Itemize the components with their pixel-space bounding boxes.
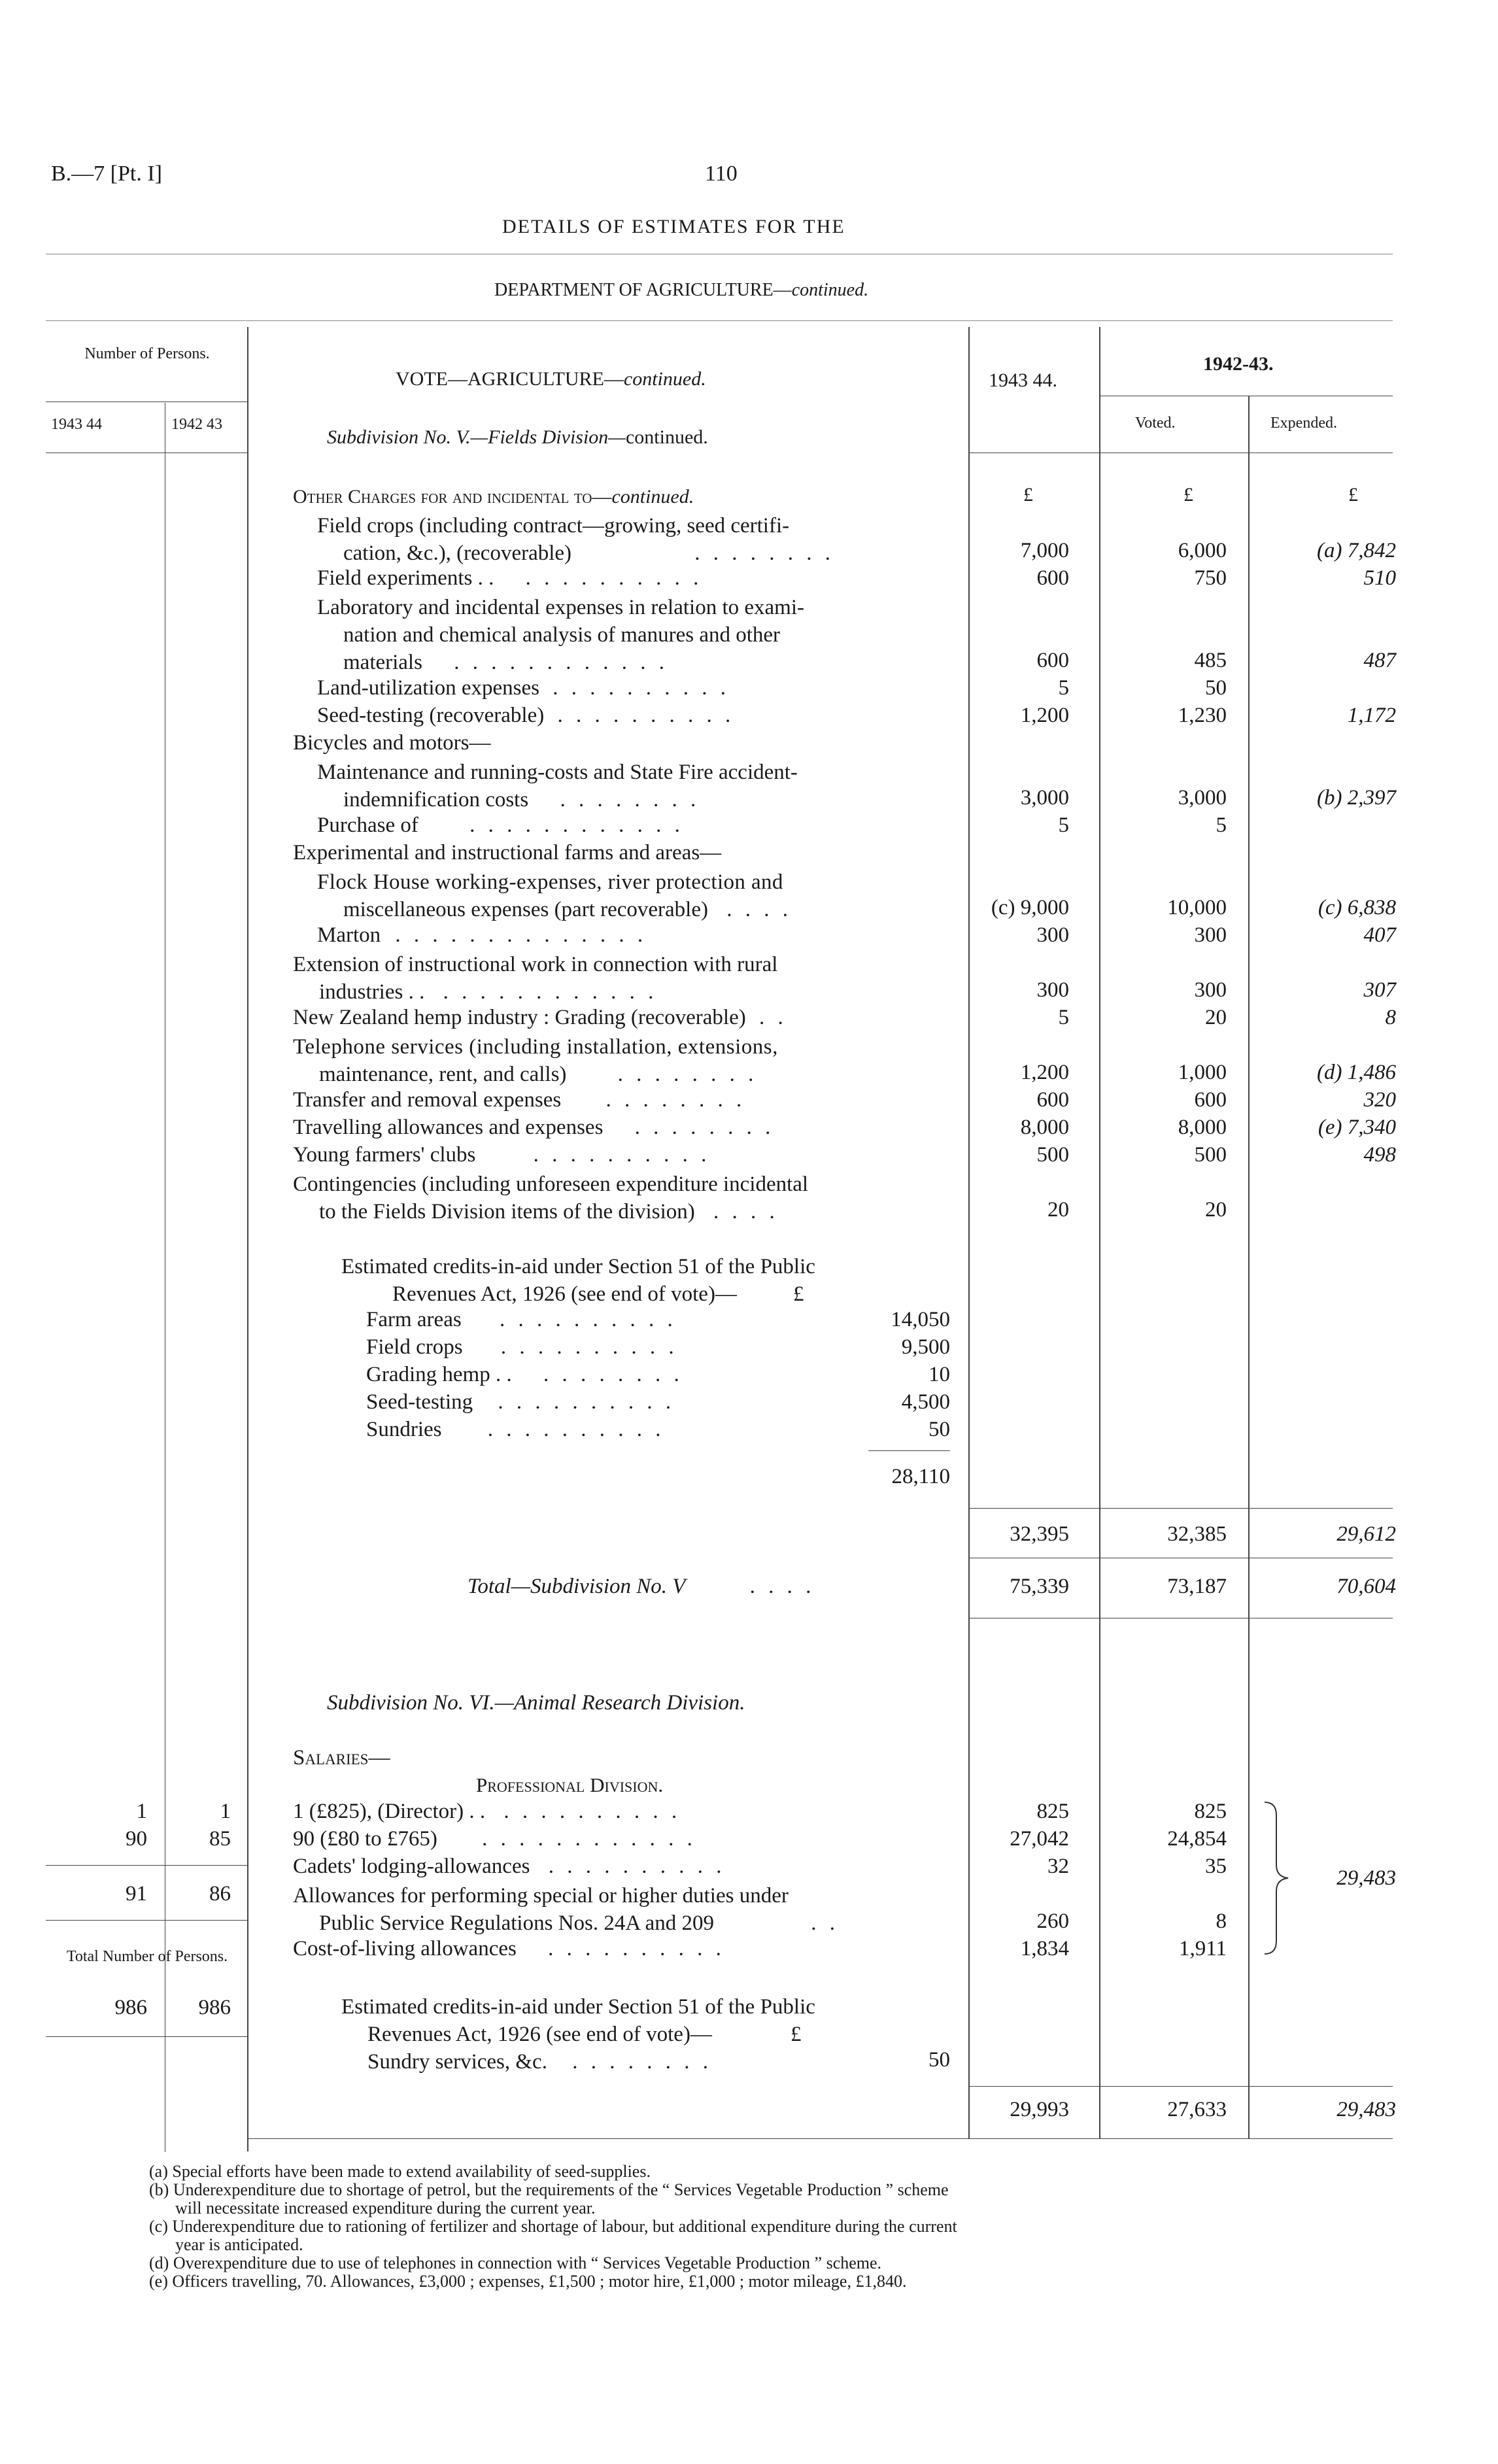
voted-cell: 5 (1216, 813, 1227, 837)
voted-left-divider (1099, 327, 1100, 2138)
expended-cell: 510 (1363, 566, 1396, 590)
expended-left-divider (1248, 396, 1250, 2138)
line-item-hemp: New Zealand hemp industry : Grading (recoverable) . . (293, 1006, 787, 1029)
persons-43: 90 (126, 1827, 147, 1851)
vote-name: VOTE—AGRICULTURE— (396, 368, 624, 390)
voted-cell: 8,000 (1178, 1116, 1227, 1139)
credits-in-aid-vi: Estimated credits-in-aid under Section 51 of the Public Revenues Act, 1926 (see end of vote)— £ Sundry services, &c. . . . . . . . . (341, 1995, 815, 2074)
estimate-cell: 1,200 (1020, 704, 1069, 727)
voted-header: Voted. (1135, 415, 1176, 432)
item-text: Field crops (including contract—growing, seed certifi- (317, 514, 790, 538)
vote-continued: continued. (623, 368, 706, 390)
persons-sum-rule (46, 1865, 247, 1866)
line-item-seed-testing: Seed-testing (recoverable) . . . . . . . . . . (317, 704, 735, 727)
subdivision-v-title (327, 426, 708, 449)
voted-cell: 20 (1205, 1198, 1227, 1222)
voted-cell: 20 (1205, 1006, 1227, 1029)
footnote-e: (e) Officers travelling, 70. Allowances, £3,000 ; expenses, £1,500 ; motor hire, £1,000 ; motor mileage, £1,840. (149, 2272, 907, 2291)
voted-cell: 1,911 (1178, 1937, 1227, 1960)
salary-item-cadets: Cadets' lodging-allowances . . . . . . . . . . (293, 1855, 726, 1878)
persons-42: 85 (209, 1827, 231, 1851)
persons-42: 1 (220, 1800, 231, 1823)
salary-item-cost-of-living: Cost-of-living allowances . . . . . . . . . . (293, 1937, 725, 1960)
line-item-extension: Extension of instructional work in connection with rural industries . . . . . . . . . . . . . . (293, 953, 778, 1004)
estimate-cell: 8,000 (1020, 1116, 1069, 1139)
item-text: cation, &c.), (recoverable) . . . . . . . . (343, 541, 835, 565)
pound-sign-voted: £ (1183, 484, 1193, 505)
salaries-heading: Salaries— (293, 1746, 390, 1770)
salaries-expended: 29,483 (1336, 1866, 1396, 1890)
line-item-contingencies: Contingencies (including unforeseen expenditure incidental to the Fields Division items of the division) . . . . (293, 1172, 809, 1223)
estimate-cell: 27,042 (1010, 1827, 1069, 1851)
voted-cell: 8 (1216, 1909, 1227, 1933)
total-persons-rule (46, 2036, 247, 2037)
estimate-cell: 5 (1058, 1006, 1069, 1029)
credit-amount: 14,050 (891, 1308, 950, 1331)
estimate-year-header: 1943 44. (989, 369, 1057, 391)
subdivision-v-name: Subdivision No. V.—Fields Division— (327, 426, 626, 448)
line-item-field-crops (317, 512, 834, 567)
total-persons-label: Total Number of Persons. (66, 1948, 228, 1965)
expended-cell: 1,172 (1347, 704, 1396, 727)
voted-cell: 35 (1205, 1855, 1227, 1878)
line-item-telephone: Telephone services (including installation, extensions, maintenance, rent, and calls) . . . . . . . . (293, 1035, 778, 1086)
salary-item-director: 1 (£825), (Director) . . . . . . . . . . . . (293, 1800, 681, 1823)
estimate-cell: 3,000 (1020, 786, 1069, 810)
expended-cell: 307 (1363, 978, 1396, 1002)
voted-cell: 10,000 (1167, 896, 1227, 919)
estimate-cell: 300 (1036, 923, 1069, 947)
oc-total-exp: 29,612 (1336, 1522, 1396, 1546)
line-item-land-utilization: Land-utilization expenses . . . . . . . . . . (317, 676, 730, 700)
voted-cell: 300 (1194, 923, 1227, 947)
line-item-transfer: Transfer and removal expenses . . . . . . . . (293, 1088, 746, 1112)
estimate-cell: 1,200 (1020, 1061, 1069, 1084)
footnote-b: (b) Underexpenditure due to shortage of petrol, but the requirements of the “ Services Vegetable Production ” scheme (149, 2180, 949, 2199)
footnote-b-cont: will necessitate increased expenditure during the current year. (175, 2199, 596, 2217)
department-heading (494, 280, 868, 301)
brace-icon (1262, 1800, 1295, 1957)
credit-item: Grading hemp . . . . . . . . . . (366, 1363, 683, 1386)
professional-division-heading: Professional Division. (476, 1773, 664, 1796)
persons-43: 1 (136, 1800, 147, 1823)
estimate-cell: 500 (1036, 1143, 1069, 1167)
line-item-young-farmers: Young farmers' clubs . . . . . . . . . . (293, 1143, 711, 1167)
estimate-cell: 20 (1047, 1198, 1069, 1222)
pound-sign-est: £ (1023, 484, 1033, 505)
estimate-cell: 260 (1036, 1909, 1069, 1933)
sub6-total-voted: 27,633 (1167, 2098, 1227, 2121)
sub6-total-est: 29,993 (1010, 2098, 1069, 2121)
voted-cell: 24,854 (1167, 1827, 1227, 1851)
credit-item: Sundries . . . . . . . . . . (366, 1418, 665, 1441)
expended-cell: 498 (1363, 1143, 1396, 1167)
line-item-marton: Marton . . . . . . . . . . . . . . (317, 923, 647, 947)
estimate-cell: 600 (1036, 649, 1069, 672)
credit-amount: 9,500 (901, 1335, 950, 1359)
persons-bottom-rule (46, 1920, 247, 1921)
footnote-d: (d) Overexpenditure due to use of telephones in connection with “ Services Vegetable Production ” scheme. (149, 2253, 882, 2272)
voted-cell: 6,000 (1178, 539, 1227, 562)
estimate-cell: 600 (1036, 1088, 1069, 1112)
persons-header: Number of Persons. (84, 345, 210, 362)
est-left-divider (968, 327, 970, 2138)
footnote-c-cont: year is anticipated. (175, 2235, 303, 2254)
voted-cell: 485 (1194, 649, 1227, 672)
subdivision-v-continued: continued. (625, 426, 708, 448)
subdivision-v-total-voted: 73,187 (1167, 1575, 1227, 1598)
credit-sum-rule (868, 1450, 950, 1451)
credit-item: Seed-testing . . . . . . . . . . (366, 1390, 675, 1414)
oc-total-rule (968, 1508, 1393, 1509)
estimate-cell: 825 (1036, 1800, 1069, 1823)
voted-cell: 50 (1205, 676, 1227, 700)
previous-year-header: 1942-43. (1203, 353, 1274, 375)
salary-item-officers: 90 (£80 to £765) . . . . . . . . . . . . (293, 1827, 696, 1851)
expended-cell: (a) 7,842 (1317, 539, 1396, 562)
department-continued: continued. (791, 280, 869, 300)
estimate-cell: 300 (1036, 978, 1069, 1002)
voted-cell: 750 (1194, 566, 1227, 590)
pound-sign-exp: £ (1348, 484, 1358, 505)
voted-cell: 500 (1194, 1143, 1227, 1167)
expended-header: Expended. (1270, 415, 1337, 432)
estimate-cell: 600 (1036, 566, 1069, 590)
oc-total-est: 32,395 (1010, 1522, 1069, 1546)
persons-42: 86 (209, 1882, 231, 1906)
persons-right-divider (247, 327, 248, 2151)
expended-cell: (e) 7,340 (1318, 1116, 1396, 1139)
subdivision-v-total-est: 75,339 (1010, 1575, 1069, 1598)
credit-item: Field crops . . . . . . . . . . (366, 1335, 678, 1359)
expended-cell: (c) 6,838 (1318, 896, 1396, 919)
estimate-cell: 5 (1058, 813, 1069, 837)
estimate-cell: 7,000 (1020, 539, 1069, 562)
persons-year-b: 1942 43 (171, 416, 222, 433)
line-item-maintenance: Maintenance and running-costs and State Fire accident- indemnification costs . . . . . . . . (317, 761, 798, 812)
group-experimental-farms: Experimental and instructional farms and areas— (293, 841, 722, 864)
voted-cell: 600 (1194, 1088, 1227, 1112)
estimate-cell: 5 (1058, 676, 1069, 700)
other-charges-label: Other Charges for and incidental to— (293, 486, 612, 507)
salary-item-allowances: Allowances for performing special or higher duties under Public Service Regulations Nos. 24A and 209 . . (293, 1884, 840, 1935)
persons-year-a: 1943 44 (51, 416, 102, 433)
voted-cell: 300 (1194, 978, 1227, 1002)
footnote-a: (a) Special efforts have been made to extend availability of seed-supplies. (149, 2162, 651, 2181)
line-item-travelling: Travelling allowances and expenses . . . . . . . . (293, 1116, 775, 1139)
expended-cell: 487 (1363, 649, 1396, 672)
total-persons-43: 986 (114, 1996, 147, 2019)
footnote-c: (c) Underexpenditure due to rationing of fertilizer and shortage of labour, but additional expenditure during the current (149, 2217, 957, 2236)
doc-reference: B.—7 [Pt. I] (51, 162, 162, 186)
other-charges-heading (293, 486, 694, 508)
expended-cell: (b) 2,397 (1317, 786, 1396, 810)
expended-cell: 320 (1363, 1088, 1396, 1112)
subdivision-v-total-label: Total—Subdivision No. V . . . . (468, 1575, 815, 1598)
voted-cell: 3,000 (1178, 786, 1227, 810)
credit-item: Farm areas . . . . . . . . . . (366, 1308, 677, 1331)
group-bicycles-motors: Bicycles and motors— (293, 731, 491, 755)
subdivision-v-total-exp: 70,604 (1336, 1575, 1396, 1598)
credit-amount: 4,500 (901, 1390, 950, 1414)
oc-total-voted: 32,385 (1167, 1522, 1227, 1546)
credits-in-aid-v: Estimated credits-in-aid under Section 51 of the Public Revenues Act, 1926 (see end of vote)— £ (341, 1255, 815, 1306)
line-item-field-experiments: Field experiments . . . . . . . . . . . . (317, 566, 703, 590)
persons-43: 91 (126, 1882, 147, 1906)
sub6-total-exp: 29,483 (1336, 2098, 1396, 2121)
vote-title (396, 368, 706, 390)
page-number: 110 (705, 162, 738, 186)
sub6-total-rule (968, 2086, 1393, 2087)
line-item-purchase: Purchase of . . . . . . . . . . . . (317, 813, 684, 837)
department-name: DEPARTMENT OF AGRICULTURE— (494, 280, 792, 300)
other-charges-continued: continued. (611, 486, 694, 507)
credit-vi-amount: 50 (928, 2048, 950, 2072)
estimate-cell: 32 (1047, 1855, 1069, 1878)
table-top-rule (46, 320, 1393, 321)
expended-cell: 407 (1363, 923, 1396, 947)
estimate-cell: 1,834 (1020, 1937, 1069, 1960)
subdivision-vi-title: Subdivision No. VI.—Animal Research Division. (327, 1691, 745, 1715)
credit-amount: 10 (928, 1363, 950, 1386)
voted-cell: 1,000 (1178, 1061, 1227, 1084)
credit-amount: 50 (928, 1418, 950, 1441)
voted-cell: 1,230 (1178, 704, 1227, 727)
expended-cell: (d) 1,486 (1317, 1061, 1396, 1084)
line-item-laboratory: Laboratory and incidental expenses in relation to exami- nation and chemical analysis of manures and other materials . . . . . . . . . . . . (317, 596, 804, 674)
voted-cell: 825 (1194, 1800, 1227, 1823)
page-title: DETAILS OF ESTIMATES FOR THE (502, 216, 845, 237)
credit-total: 28,110 (891, 1465, 950, 1488)
table-bottom-rule (247, 2138, 1393, 2139)
total-persons-42: 986 (198, 1996, 231, 2019)
expended-cell: 8 (1385, 1006, 1396, 1029)
estimate-cell: (c) 9,000 (991, 896, 1069, 919)
line-item-flock-house: Flock House working-expenses, river protection and miscellaneous expenses (part recoverable) . . . . (317, 870, 792, 921)
